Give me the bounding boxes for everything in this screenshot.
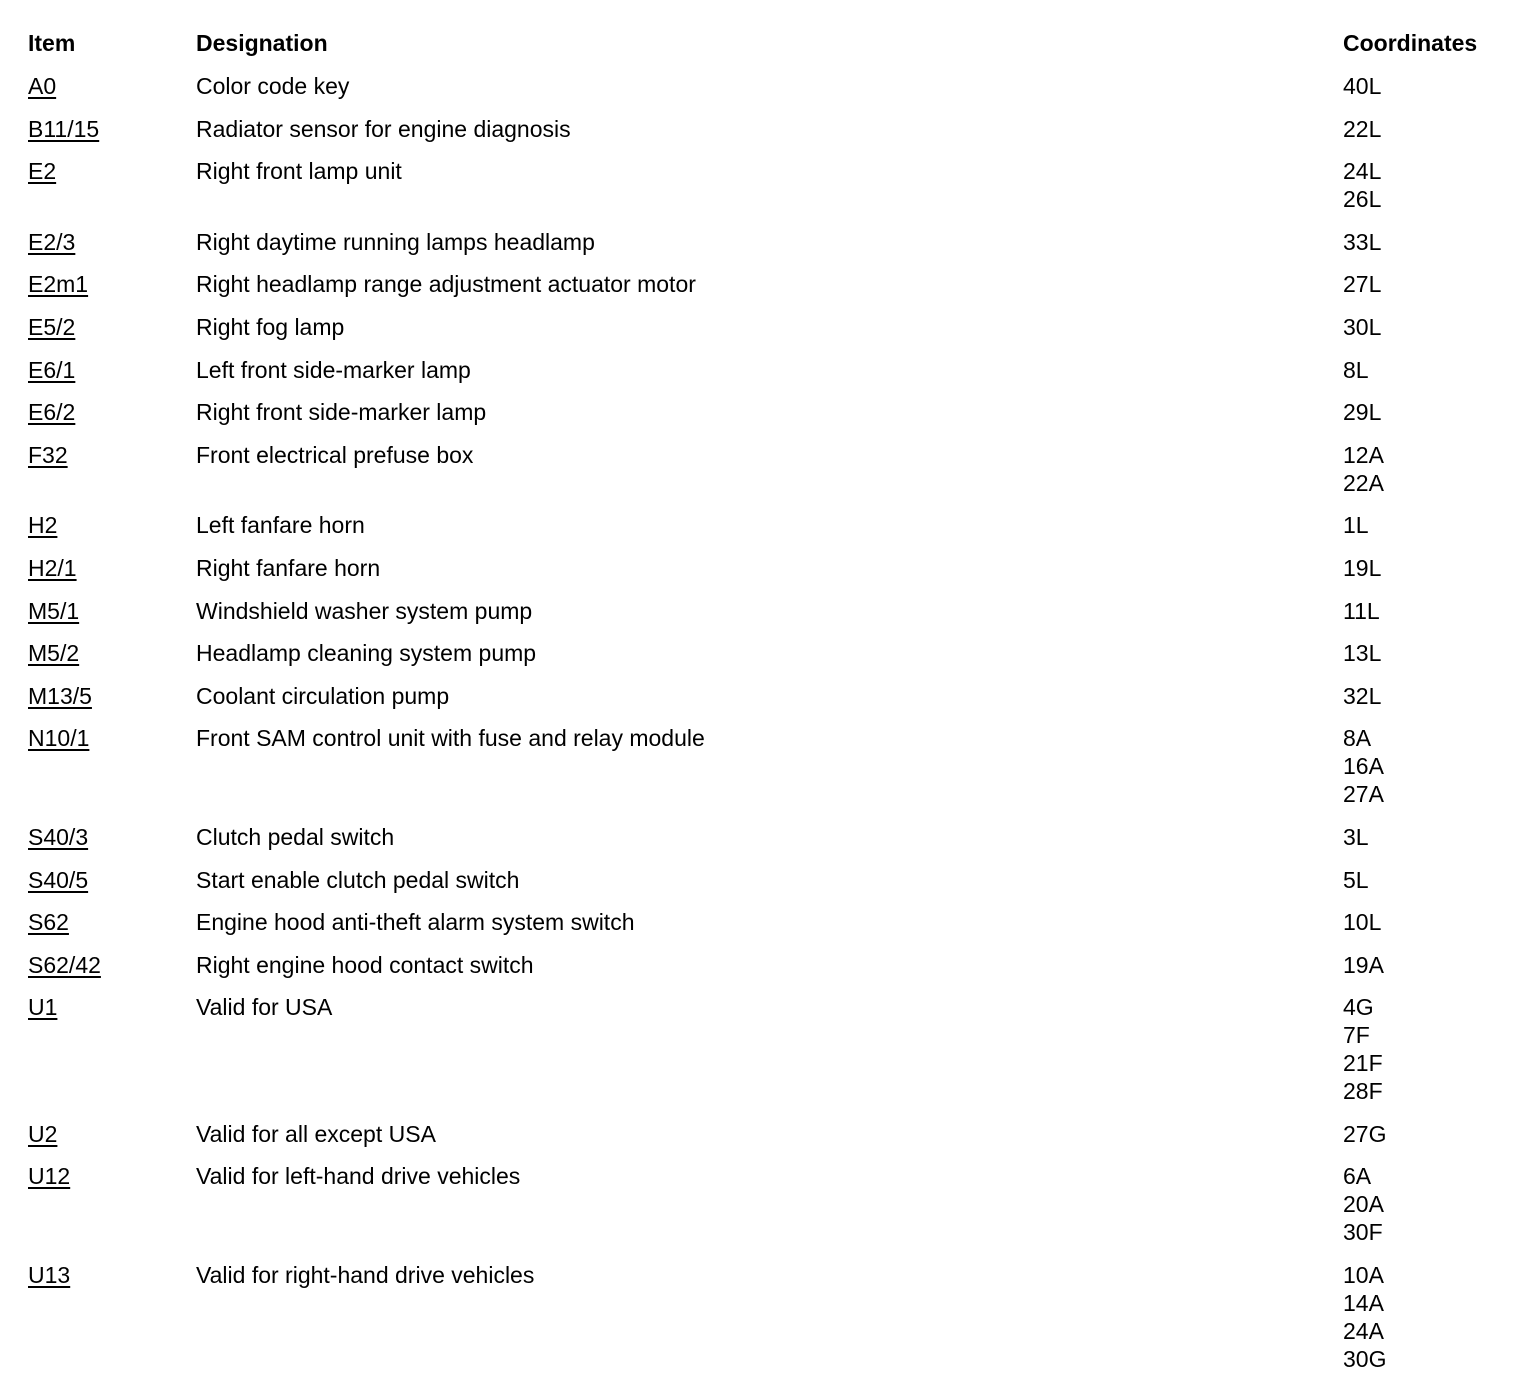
coordinate-value: 26L xyxy=(1343,186,1382,213)
coordinate-value: 33L xyxy=(1343,228,1382,255)
coordinate-value: 30L xyxy=(1343,313,1382,340)
table-row xyxy=(0,1120,1520,1163)
coordinate-value: 30F xyxy=(1343,1219,1383,1246)
coordinate-value: 24L xyxy=(1343,158,1382,185)
coordinate-value: 12A xyxy=(1343,441,1384,468)
designation-text: Right front lamp unit xyxy=(196,158,402,185)
item-link[interactable]: E5/2 xyxy=(28,313,76,340)
designation-text: Valid for right-hand drive vehicles xyxy=(196,1262,535,1289)
item-link[interactable]: F32 xyxy=(28,441,68,468)
coordinate-value: 22A xyxy=(1343,469,1384,496)
designation-text: Right headlamp range adjustment actuator motor xyxy=(196,271,696,298)
table-row xyxy=(0,724,1520,823)
coordinate-value: 27A xyxy=(1343,781,1384,808)
designation-text: Valid for all except USA xyxy=(196,1120,436,1147)
item-link[interactable]: A0 xyxy=(28,73,57,99)
coordinates-cell xyxy=(1343,1261,1520,1373)
coordinate-value: 22L xyxy=(1343,115,1382,142)
coordinates-cell xyxy=(1343,511,1520,539)
designation-text: Left front side-marker lamp xyxy=(196,356,471,383)
table-row xyxy=(0,682,1520,725)
coordinates-cell xyxy=(1343,908,1520,936)
designation-text: Right fanfare horn xyxy=(196,554,381,581)
designation-text: Right daytime running lamps headlamp xyxy=(196,228,595,255)
designation-text: Windshield washer system pump xyxy=(196,597,533,624)
coordinates-cell xyxy=(1343,724,1520,808)
table-row xyxy=(0,639,1520,682)
table-row xyxy=(0,398,1520,441)
item-link[interactable]: M13/5 xyxy=(28,682,92,709)
coordinate-value: 28F xyxy=(1343,1078,1383,1105)
legend-rows xyxy=(0,72,1520,1388)
coordinate-value: 13L xyxy=(1343,640,1382,667)
designation-text: Left fanfare horn xyxy=(196,512,365,539)
item-link[interactable]: E2m1 xyxy=(28,271,89,298)
item-link[interactable]: S40/3 xyxy=(28,823,89,850)
coordinate-value: 7F xyxy=(1343,1022,1370,1049)
item-link[interactable]: E6/2 xyxy=(28,399,76,426)
table-row xyxy=(0,1261,1520,1388)
designation-text: Front SAM control unit with fuse and relay module xyxy=(196,725,705,752)
item-link[interactable]: E2/3 xyxy=(28,228,76,255)
coordinate-value: 40L xyxy=(1343,73,1382,99)
coordinate-value: 27L xyxy=(1343,271,1382,298)
item-link[interactable]: E2 xyxy=(28,158,57,185)
coordinate-value: 6A xyxy=(1343,1163,1372,1190)
coordinate-value: 10L xyxy=(1343,909,1382,936)
item-link[interactable]: H2 xyxy=(28,512,58,539)
table-row xyxy=(0,356,1520,399)
item-link[interactable]: U1 xyxy=(28,994,58,1021)
coordinate-value: 32L xyxy=(1343,682,1382,709)
coordinate-value: 5L xyxy=(1343,866,1369,893)
table-row xyxy=(0,115,1520,158)
header-designation: Designation xyxy=(196,30,328,56)
designation-text: Clutch pedal switch xyxy=(196,823,395,850)
designation-text: Right fog lamp xyxy=(196,313,345,340)
table-row xyxy=(0,270,1520,313)
designation-text: Front electrical prefuse box xyxy=(196,441,474,468)
designation-text: Valid for left-hand drive vehicles xyxy=(196,1163,521,1190)
table-row xyxy=(0,228,1520,271)
item-link[interactable]: S40/5 xyxy=(28,866,89,893)
coordinates-cell xyxy=(1343,993,1520,1105)
item-link[interactable]: M5/1 xyxy=(28,597,80,624)
table-row xyxy=(0,511,1520,554)
coordinate-value: 11L xyxy=(1343,597,1380,624)
coordinate-value: 20A xyxy=(1343,1191,1384,1218)
coordinates-cell xyxy=(1343,356,1520,384)
coordinates-cell xyxy=(1343,398,1520,426)
designation-text: Radiator sensor for engine diagnosis xyxy=(196,115,571,142)
coordinate-value: 21F xyxy=(1343,1050,1383,1077)
coordinates-cell xyxy=(1343,951,1520,979)
coordinates-cell xyxy=(1343,157,1520,213)
coordinates-cell xyxy=(1343,554,1520,582)
item-link[interactable]: S62/42 xyxy=(28,951,101,978)
coordinate-value: 16A xyxy=(1343,753,1384,780)
item-link[interactable]: U13 xyxy=(28,1262,71,1289)
designation-text: Right engine hood contact switch xyxy=(196,951,534,978)
table-row xyxy=(0,441,1520,512)
coordinates-cell xyxy=(1343,441,1520,497)
coordinates-cell xyxy=(1343,1162,1520,1246)
designation-text: Start enable clutch pedal switch xyxy=(196,866,520,893)
coordinates-cell xyxy=(1343,115,1520,143)
table-row xyxy=(0,866,1520,909)
coordinates-cell xyxy=(1343,72,1520,100)
designation-text: Headlamp cleaning system pump xyxy=(196,640,537,667)
coordinate-value: 19L xyxy=(1343,554,1382,581)
designation-text: Color code key xyxy=(196,73,350,99)
coordinates-cell xyxy=(1343,1120,1520,1148)
coordinate-value: 4G xyxy=(1343,994,1374,1021)
coordinate-value: 10A xyxy=(1343,1262,1384,1289)
table-row xyxy=(0,1162,1520,1261)
table-row xyxy=(0,951,1520,994)
coordinates-cell xyxy=(1343,823,1520,851)
coordinates-cell xyxy=(1343,597,1520,625)
coordinate-value: 27G xyxy=(1343,1120,1387,1147)
coordinate-value: 19A xyxy=(1343,951,1384,978)
designation-text: Right front side-marker lamp xyxy=(196,399,487,426)
item-link[interactable]: N10/1 xyxy=(28,725,90,752)
item-link[interactable]: U12 xyxy=(28,1163,71,1190)
coordinate-value: 14A xyxy=(1343,1290,1384,1317)
coordinates-cell xyxy=(1343,228,1520,256)
table-row xyxy=(0,823,1520,866)
item-link[interactable]: B11/15 xyxy=(28,115,100,142)
item-link[interactable]: U2 xyxy=(28,1120,58,1147)
coordinate-value: 30G xyxy=(1343,1346,1387,1373)
header-item: Item xyxy=(28,30,76,56)
coordinate-value: 8L xyxy=(1343,356,1369,383)
table-row xyxy=(0,908,1520,951)
designation-text: Engine hood anti-theft alarm system switch xyxy=(196,909,635,936)
designation-text: Valid for USA xyxy=(196,994,333,1021)
table-row xyxy=(0,157,1520,228)
coordinates-cell xyxy=(1343,639,1520,667)
item-link[interactable]: M5/2 xyxy=(28,640,80,667)
table-row xyxy=(0,597,1520,640)
table-row xyxy=(0,313,1520,356)
coordinate-value: 29L xyxy=(1343,399,1382,426)
designation-text: Coolant circulation pump xyxy=(196,682,450,709)
table-row xyxy=(0,993,1520,1120)
coordinates-cell xyxy=(1343,270,1520,298)
coordinate-value: 24A xyxy=(1343,1318,1384,1345)
table-row xyxy=(0,554,1520,597)
coordinate-value: 3L xyxy=(1343,823,1369,850)
coordinate-value: 8A xyxy=(1343,725,1372,752)
item-link[interactable]: H2/1 xyxy=(28,554,77,581)
coordinates-cell xyxy=(1343,313,1520,341)
coordinates-cell xyxy=(1343,866,1520,894)
coordinate-value: 1L xyxy=(1343,512,1369,539)
coordinates-cell xyxy=(1343,682,1520,710)
item-link[interactable]: E6/1 xyxy=(28,356,76,383)
header-coordinates: Coordinates xyxy=(1343,30,1478,56)
item-link[interactable]: S62 xyxy=(28,909,69,936)
table-row xyxy=(0,72,1520,115)
